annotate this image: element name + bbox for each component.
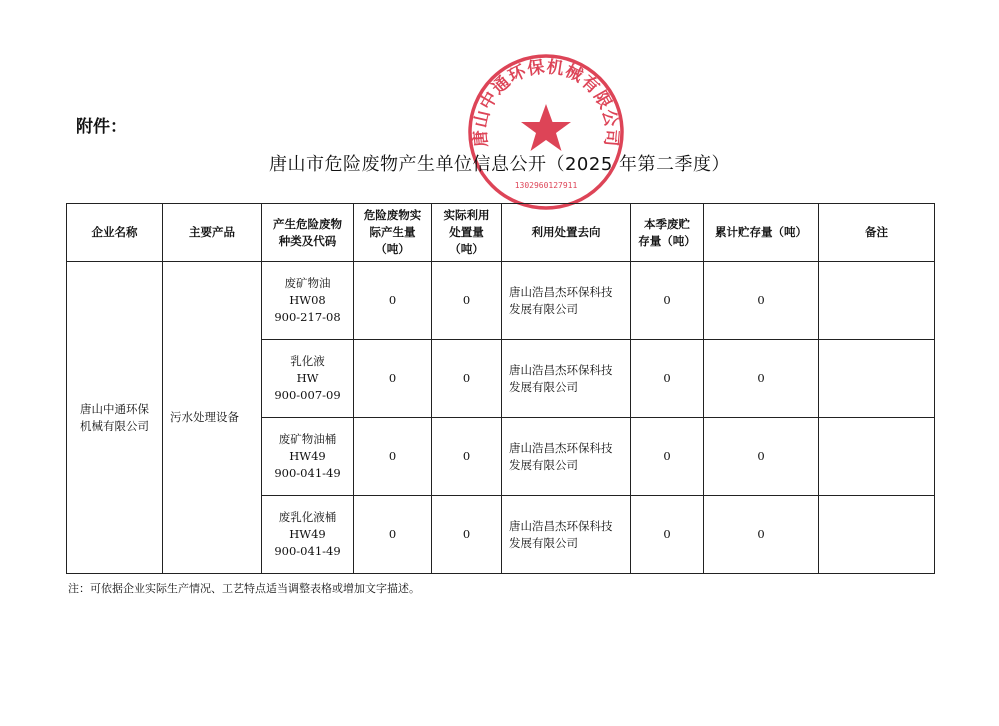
destination-cell: 唐山浩昌杰环保科技 发展有限公司 bbox=[502, 340, 631, 418]
footnote: 注：可依据企业实际生产情况、工艺特点适当调整表格或增加文字描述。 bbox=[68, 582, 420, 595]
waste-type-cell: 废矿物油桶 HW49 900-041-49 bbox=[262, 418, 354, 496]
generated-cell: 0 bbox=[354, 418, 432, 496]
waste-type-cell: 废乳化液桶 HW49 900-041-49 bbox=[262, 496, 354, 574]
svg-text:唐山中通环保机械有限公司: 唐山中通环保机械有限公司 bbox=[470, 57, 622, 148]
header-generated: 危险废物实 际产生量 （吨） bbox=[354, 204, 432, 262]
destination-cell: 唐山浩昌杰环保科技 发展有限公司 bbox=[502, 262, 631, 340]
generated-cell: 0 bbox=[354, 262, 432, 340]
disposed-cell: 0 bbox=[432, 340, 502, 418]
header-quarter-storage: 本季废贮 存量（吨） bbox=[631, 204, 704, 262]
cumulative-storage-cell: 0 bbox=[704, 418, 819, 496]
quarter-storage-cell: 0 bbox=[631, 418, 704, 496]
main-product-cell: 污水处理设备 bbox=[163, 262, 262, 574]
quarter-storage-cell: 0 bbox=[631, 262, 704, 340]
attachment-label: 附件： bbox=[76, 117, 127, 137]
disposed-cell: 0 bbox=[432, 418, 502, 496]
table-header-row bbox=[67, 204, 935, 262]
generated-cell: 0 bbox=[354, 496, 432, 574]
table-row bbox=[67, 262, 935, 340]
cumulative-storage-cell: 0 bbox=[704, 496, 819, 574]
cumulative-storage-cell: 0 bbox=[704, 340, 819, 418]
header-cumulative-storage: 累计贮存量（吨） bbox=[704, 204, 819, 262]
company-name-cell: 唐山中通环保 机械有限公司 bbox=[67, 262, 163, 574]
waste-type-cell: 废矿物油 HW08 900-217-08 bbox=[262, 262, 354, 340]
quarter-storage-cell: 0 bbox=[631, 340, 704, 418]
generated-cell: 0 bbox=[354, 340, 432, 418]
company-seal-icon bbox=[466, 52, 626, 212]
waste-type-cell: 乳化液 HW 900-007-09 bbox=[262, 340, 354, 418]
destination-cell: 唐山浩昌杰环保科技 发展有限公司 bbox=[502, 418, 631, 496]
remark-cell bbox=[819, 418, 935, 496]
remark-cell bbox=[819, 340, 935, 418]
header-remark: 备注 bbox=[819, 204, 935, 262]
header-product: 主要产品 bbox=[163, 204, 262, 262]
svg-text:1302960127911: 1302960127911 bbox=[514, 181, 578, 190]
quarter-storage-cell: 0 bbox=[631, 496, 704, 574]
cumulative-storage-cell: 0 bbox=[704, 262, 819, 340]
remark-cell bbox=[819, 262, 935, 340]
destination-cell: 唐山浩昌杰环保科技 发展有限公司 bbox=[502, 496, 631, 574]
header-company: 企业名称 bbox=[67, 204, 163, 262]
waste-info-table bbox=[66, 203, 935, 574]
header-disposed: 实际利用 处置量 （吨） bbox=[432, 204, 502, 262]
header-destination: 利用处置去向 bbox=[502, 204, 631, 262]
remark-cell bbox=[819, 496, 935, 574]
disposed-cell: 0 bbox=[432, 496, 502, 574]
page-title: 唐山市危险废物产生单位信息公开（2025 年第二季度） bbox=[268, 154, 731, 175]
header-waste-type: 产生危险废物 种类及代码 bbox=[262, 204, 354, 262]
disposed-cell: 0 bbox=[432, 262, 502, 340]
